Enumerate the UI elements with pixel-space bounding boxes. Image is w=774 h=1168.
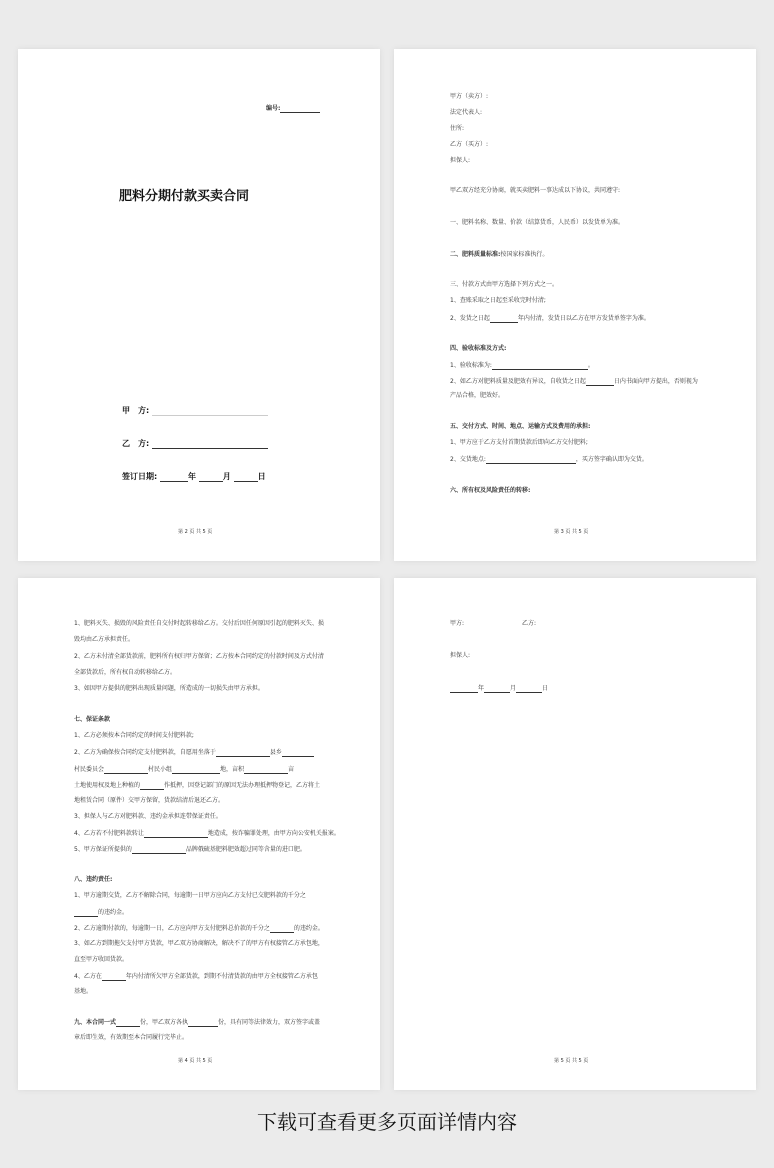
text-fragment: 亩: [288, 766, 295, 773]
section-2-text: 按国家标准执行。: [500, 251, 549, 258]
text-fragment: 份，具有同等法律效力，双方签字或盖: [218, 1019, 321, 1026]
text-fragment: 地，亩积: [220, 766, 245, 773]
signature-guarantor: 担保人:: [450, 652, 471, 659]
text-fragment: 4、乙方若不付肥料款转让: [74, 830, 144, 837]
clause-8-2: [74, 924, 324, 933]
clause-7-4: [74, 829, 340, 838]
contract-number-label: 编号:: [266, 105, 281, 112]
clause-7-2d: 地租赁合同（原件）交甲方保留，货款结清后退还乙方。: [74, 797, 225, 804]
document-page-3: [18, 578, 380, 1090]
party-b-field: [122, 438, 268, 449]
text-fragment: ，买方签字确认即为交货。: [575, 456, 648, 463]
text-fragment: 1、验收标准为:: [450, 362, 492, 369]
section-3-item-2: [450, 314, 650, 323]
text-fragment: 年内付清，发货日以乙方在甲方发货单签字为准。: [517, 315, 650, 322]
year-label: 年: [478, 685, 485, 692]
clause-8-1b: [74, 908, 128, 917]
contract-number: [266, 104, 320, 113]
blank: [486, 455, 576, 464]
intro-text: 甲乙双方经充分协商，就买卖肥料一事达成以下协议，共同遵守:: [450, 187, 621, 194]
section-5-title: 五、交付方式、时间、地点、运输方式及费用的承担:: [450, 423, 591, 430]
blank: [586, 377, 614, 386]
section-8-title: 八、违约责任:: [74, 876, 113, 883]
clause-9b: 章后即生效，有效期至本合同履行完毕止。: [74, 1034, 189, 1041]
clause-6-1b: 毁均由乙方承担责任。: [74, 636, 135, 643]
section-2: [450, 251, 548, 259]
line-guarantor: 担保人:: [450, 157, 471, 164]
section-4-item-1: 1、验收标准为: 。: [450, 362, 594, 369]
section-6-title: 六、所有权及风险责任的转移:: [450, 487, 531, 494]
signature-date: [450, 684, 548, 693]
clause-6-2a: 2、乙方未付清全部货款前，肥料所有权归甲方保留；乙方按本合同约定的付款时间及方式付清: [74, 653, 324, 660]
clause-7-1: 1、乙方必须按本合同约定的时间支付肥料款;: [74, 732, 194, 739]
clause-6-3: 3、如因甲方提供的肥料出现质量问题，所造成的一切损失由甲方承担。: [74, 685, 264, 692]
blank: [144, 829, 208, 838]
blank: [216, 748, 270, 757]
day-blank: [516, 684, 542, 693]
line-seller: 甲方（卖方）:: [450, 93, 489, 100]
line-buyer: 乙方（买方）:: [450, 141, 489, 148]
blank: [140, 781, 164, 790]
blank: [172, 765, 220, 774]
blank: [132, 845, 186, 854]
blank: [270, 924, 294, 933]
page-number: 第 2 页 共 5 页: [178, 529, 213, 535]
party-a-blank: [152, 407, 268, 416]
section-7-title: 七、保证条款: [74, 716, 111, 723]
party-b-blank: [152, 440, 268, 449]
text-fragment: 地造成，按诈骗罪处理，由甲方向公安机关报案。: [207, 830, 340, 837]
page-number: 第 3 页 共 5 页: [554, 529, 589, 535]
text-fragment: 九、本合同一式: [74, 1019, 117, 1026]
line-legal-rep: 法定代表人:: [450, 109, 483, 116]
clause-8-4a: [74, 972, 318, 981]
page-number: 第 5 页 共 5 页: [554, 1058, 589, 1064]
sign-date-field: [122, 471, 266, 482]
clause-7-5: [74, 845, 306, 854]
day-label: 日: [542, 685, 549, 692]
clause-8-3a: 3、如乙方到期拖欠支付甲方货款，甲乙双方协商解决，解决不了的甲方有权接管乙方承包地，: [74, 940, 324, 947]
clause-8-4b: 基地。: [74, 988, 93, 995]
blank: [102, 972, 126, 981]
clause-8-3b: 直至甲方收回货款。: [74, 956, 129, 963]
clause-6-2b: 全部货款后，所有权自动转移给乙方。: [74, 669, 177, 676]
text-fragment: 2、乙方为确保按合同约定支付肥料款，自愿用坐落于: [74, 749, 216, 756]
clause-6-1a: 1、肥料灭失、损毁的风险责任自交付时起转移给乙方。交付后因任何原因引起的肥料灭失、损: [74, 620, 324, 627]
month-label: 月: [222, 472, 231, 481]
text-fragment: 土地使用权及地上种植的: [74, 782, 141, 789]
clause-9a: [74, 1018, 320, 1027]
text-fragment: 县乡: [269, 749, 282, 756]
party-a-label: 甲 方:: [122, 406, 150, 415]
text-fragment: 2、如乙方对肥料质量及肥效有异议，自收货之日起: [450, 378, 586, 385]
signature-party-a: 甲方:: [450, 620, 465, 627]
section-1: 一、肥料名称、数量、价款（结算货币，人民币）以发货单为准。: [450, 219, 625, 226]
clause-8-1a: 1、甲方逾期交货，乙方不解除合同，每逾期一日甲方应向乙方支付已交肥料款的千分之: [74, 892, 306, 899]
text-fragment: 2、发货之日起: [450, 315, 490, 322]
page-number: 第 4 页 共 5 页: [178, 1058, 213, 1064]
blank: [74, 908, 98, 917]
text-fragment: 村民委员会: [74, 766, 105, 773]
line-address: 住所:: [450, 125, 465, 132]
section-4-item-2-cont: 产品合格，肥效好。: [450, 392, 505, 399]
day-blank: [234, 473, 258, 482]
month-blank: [484, 684, 510, 693]
section-5-item-2: [450, 455, 648, 464]
blank: [188, 1018, 218, 1027]
section-3-item-1: 1、查账采取之日起至采收完时付清;: [450, 297, 546, 304]
document-title: 肥料分期付款买卖合同: [119, 189, 250, 204]
year-blank: [450, 684, 478, 693]
text-fragment: 作抵押，因登记部门的原因无法办理抵押物登记，乙方将土: [164, 782, 321, 789]
document-page-4: [394, 578, 756, 1090]
text-fragment: 2、交货地点:: [450, 456, 486, 463]
text-fragment: 村民小组: [148, 766, 173, 773]
party-b-label: 乙 方:: [122, 439, 150, 448]
blank: [244, 765, 288, 774]
text-fragment: 日内书面向甲方提出，否则视为: [613, 378, 698, 385]
download-prompt[interactable]: 下载可查看更多页面详情内容: [257, 1110, 517, 1134]
contract-number-blank: [280, 104, 320, 113]
clause-7-2c: [74, 781, 320, 790]
day-label: 日: [257, 472, 266, 481]
section-2-title: 二、肥料质量标准:: [450, 251, 501, 258]
document-page-cover: [18, 49, 380, 561]
text-fragment: 4、乙方在: [74, 973, 102, 980]
text-fragment: 的违约金。: [293, 925, 324, 932]
month-blank: [199, 473, 223, 482]
section-5-item-1: 1、甲方应于乙方支付首期货款后即向乙方交付肥料;: [450, 439, 588, 446]
section-3: 三、付款方式由甲方选择下列方式之一。: [450, 281, 559, 288]
text-fragment: 5、甲方保证所提供的: [74, 846, 132, 853]
blank: [490, 314, 518, 323]
blank: [492, 361, 588, 370]
party-a-field: [122, 405, 268, 416]
text-fragment: 的违约金。: [98, 909, 129, 916]
document-page-2: [394, 49, 756, 561]
clause-7-2b: [74, 765, 294, 774]
sign-date-label: 签订日期:: [122, 472, 158, 481]
clause-7-2a: [74, 748, 314, 757]
text-fragment: 品牌俄硫基肥料肥效超过同等含量的进口肥。: [185, 846, 306, 853]
month-label: 月: [510, 685, 517, 692]
clause-7-3: 3、担保人与乙方对肥料款、违约金承担连带保证责任。: [74, 813, 222, 820]
signature-party-b: 乙方:: [522, 620, 537, 627]
blank: [282, 748, 314, 757]
year-label: 年: [188, 472, 196, 481]
text-fragment: 年内付清所欠甲方全部货款，到期不付清货款的由甲方全权接管乙方承包: [125, 973, 318, 980]
blank: [116, 1018, 140, 1027]
text-fragment: 份，甲乙双方各执: [140, 1019, 189, 1026]
text-fragment: 2、乙方逾期付款的，每逾期一日，乙方应向甲方支付肥料总价款的千分之: [74, 925, 270, 932]
section-4-title: 四、验收标准及方式:: [450, 345, 507, 352]
section-4-item-2: [450, 377, 698, 386]
year-blank: [160, 473, 188, 482]
blank: [104, 765, 148, 774]
